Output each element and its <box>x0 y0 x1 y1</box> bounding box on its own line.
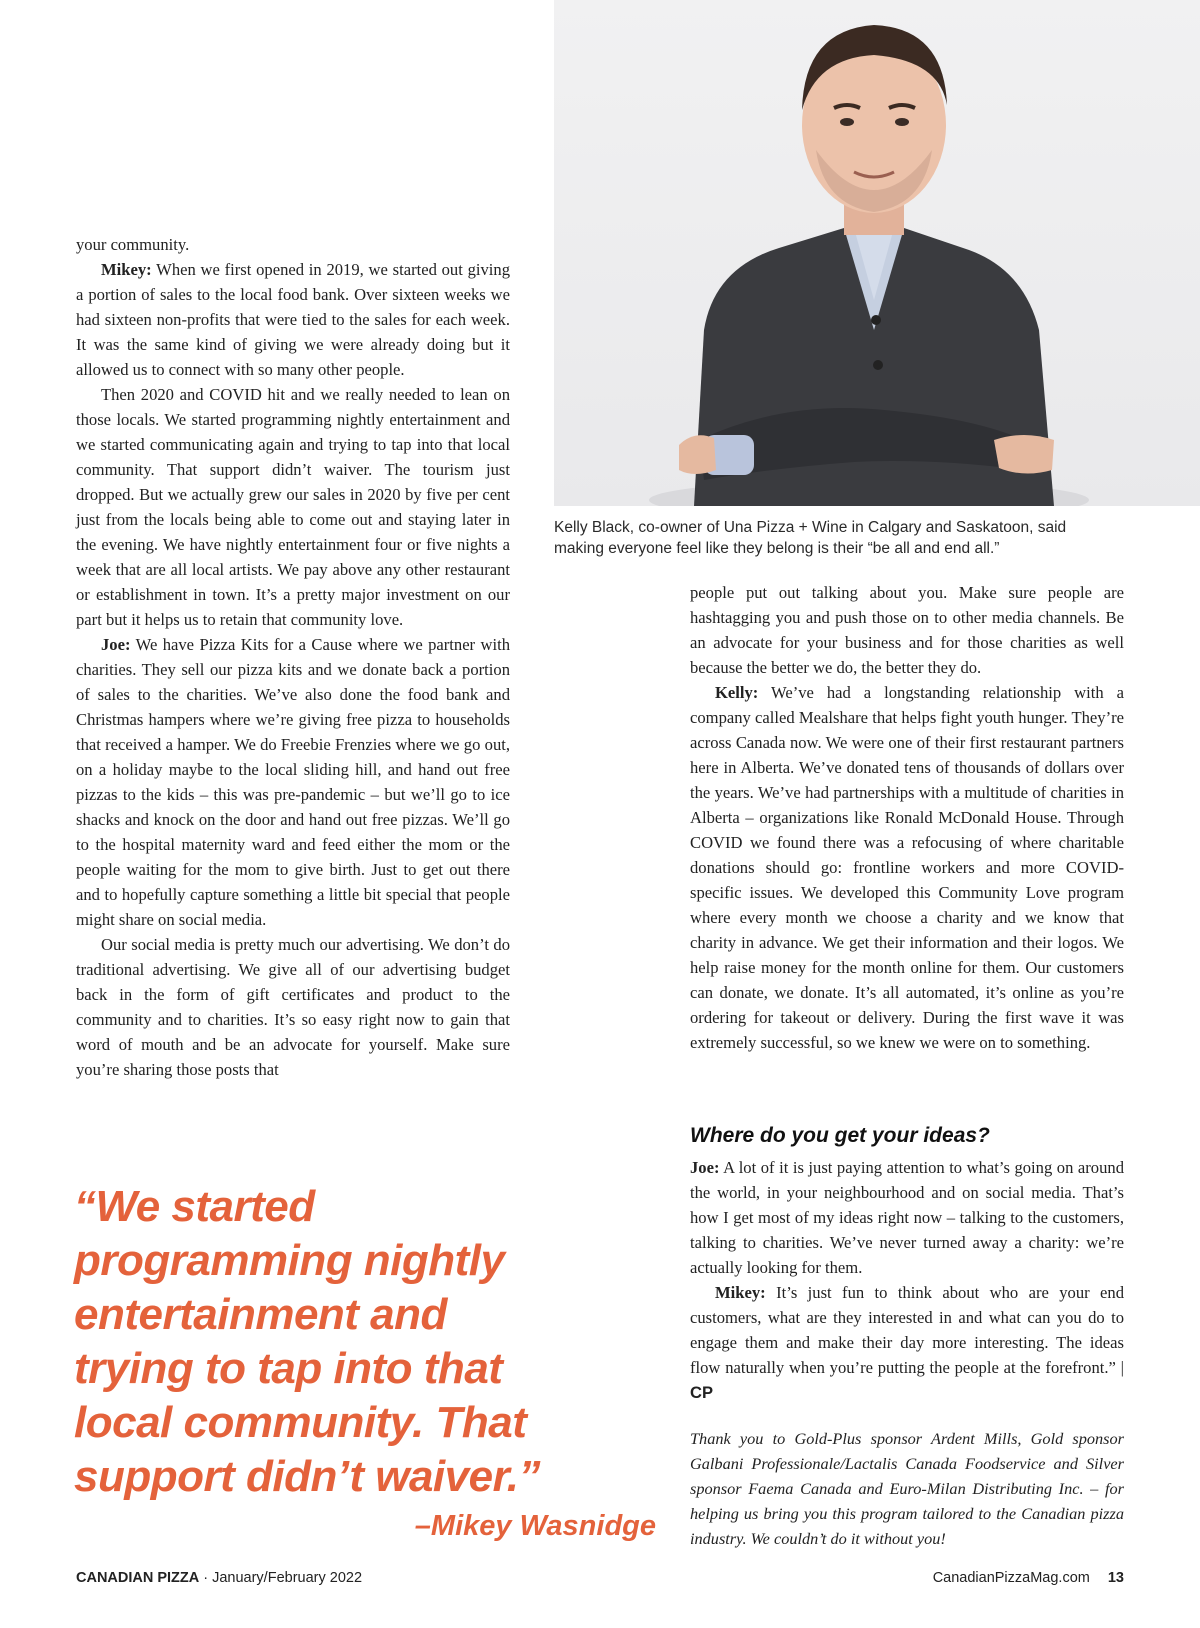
paragraph <box>76 382 510 632</box>
paragraph <box>690 1155 1124 1280</box>
speaker-label: Mikey: <box>101 260 152 279</box>
article-column-right-answers <box>690 1155 1124 1405</box>
paragraph <box>690 680 1124 1055</box>
issue-date: January/February 2022 <box>212 1570 363 1586</box>
photo-caption <box>554 517 1154 559</box>
pull-quote-line: trying to tap into that <box>74 1344 503 1393</box>
paragraph <box>76 257 510 382</box>
paragraph <box>76 932 510 1082</box>
pull-quote <box>74 1180 674 1504</box>
magazine-name: CANADIAN PIZZA <box>76 1570 200 1586</box>
page-number: 13 <box>1107 1570 1124 1586</box>
paragraph <box>690 580 1124 680</box>
caption-line: making everyone feel like they belong is their “be all and end all.” <box>554 540 1000 557</box>
article-column-left <box>76 232 510 1082</box>
paragraph-text: Then 2020 and COVID hit and we really needed to lean on those locals. We started programming nightly entertainment and we started communicating again and trying to tap into that local community. That support didn’t waiver. The tourism just dropped. But we actually grew our sales in 2020 by five per cent just from the locals being able to come out and staying later in the evening. We have nightly entertainment four or five nights a week that are all local artists. We pay above any other restaurant or establishment in town. It’s a pretty major investment on our part but it helps us to retain that community love. <box>76 385 510 629</box>
paragraph <box>76 232 510 257</box>
footer-right <box>933 1570 1124 1586</box>
paragraph <box>690 1280 1124 1405</box>
speaker-label: Kelly: <box>715 683 759 702</box>
sponsor-thanks: Thank you to Gold-Plus sponsor Ardent Mills, Gold sponsor Galbani Professionale/Lactalis Canada Foodservice and Silver sponsor Faema Canada and Euro-Milan Distributing Inc. – for helping us bring you this program tailored to the Canadian pizza industry. We couldn’t do it without you! <box>690 1429 1124 1548</box>
paragraph-text: We’ve had a longstanding relationship with a company called Mealshare that helps fight youth hunger. They’re across Canada now. We were one of their first restaurant partners here in Alberta. We’ve donated tens of thousands of dollars over the years. We’ve had partnerships with a multitude of charities in Alberta – organizations like Ronald McDonald House. Through COVID we found there was a refocusing of where charitable donations should go: frontline workers and more COVID-specific issues. We developed this Community Love program where every month we choose a charity and we know that charity in advance. We get their information and their logos. We help raise money for the month online for them. Our customers can donate, we donate. It’s all automated, it’s online as you’re ordering for takeout or delivery. During the first wave it was extremely successful, so we knew we were on to something. <box>690 683 1124 1052</box>
paragraph-text: people put out talking about you. Make sure people are hashtagging you and push those on to other media channels. Be an advocate for your business and for those charities as well because the better we do, the better they do. <box>690 583 1124 677</box>
speaker-label: Joe: <box>101 635 131 654</box>
pull-quote-line: “We started <box>74 1182 315 1231</box>
pull-quote-line: support didn’t waiver.” <box>74 1452 541 1501</box>
portrait-illustration <box>554 0 1200 506</box>
paragraph-text: A lot of it is just paying attention to what’s going on around the world, in your neighbourhood and on social media. That’s how I get most of my ideas right now – talking to the customers, talking to charities. We’ve never turned away a charity: we’re actually looking for them. <box>690 1158 1124 1277</box>
end-mark: CP <box>690 1383 714 1402</box>
paragraph <box>76 632 510 932</box>
paragraph-text: It’s just fun to think about who are your end customers, what are they interested in and what can you do to engage them and make their day more interesting. The ideas flow naturally when you’re putting the people at the forefront.” | <box>690 1283 1124 1377</box>
pull-quote-line: local community. That <box>74 1398 527 1447</box>
pull-quote-attribution: –Mikey Wasnidge <box>414 1510 656 1542</box>
footer-left <box>76 1570 362 1586</box>
pull-quote-line: entertainment and <box>74 1290 447 1339</box>
article-column-right <box>690 580 1124 1055</box>
pull-quote-line: programming nightly <box>74 1236 505 1285</box>
speaker-label: Joe: <box>690 1158 720 1177</box>
section-heading: Where do you get your ideas? <box>690 1124 990 1147</box>
paragraph-text: We have Pizza Kits for a Cause where we partner with charities. They sell our pizza kits and we donate back a portion of sales to the charities. We’ve also done the food bank and Christmas hampers where we’re giving free pizza to households that received a hamper. We do Freebie Frenzies where we go out, on a holiday maybe to the local sliding hill, and hand out free pizzas to the kids – this was pre-pandemic – but we’ll go to ice shacks and knock on the door and hand out free pizzas. We’ll go to the hospital maternity ward and feed either the mom or the people waiting for the mom to give birth. Just to get out there and to hopefully capture something a little bit special that people might share on social media. <box>76 635 510 929</box>
portrait-photo <box>554 0 1200 506</box>
website-link[interactable]: CanadianPizzaMag.com <box>932 1570 1090 1586</box>
paragraph-text: your community. <box>76 235 190 254</box>
paragraph-text: Our social media is pretty much our advertising. We don’t do traditional advertising. We give all of our advertising budget back in the form of gift certificates and product to the community and to charities. It’s so easy right now to gain that word of mouth and be an advocate for yourself. Make sure you’re sharing those posts that <box>76 935 510 1079</box>
speaker-label: Mikey: <box>715 1283 766 1302</box>
paragraph-text: When we first opened in 2019, we started out giving a portion of sales to the local food bank. Over sixteen weeks we had sixteen non-profits that were tied to the sales for each week. It was the same kind of giving we were already doing but it allowed us to connect with so many other people. <box>76 260 510 379</box>
footer-separator: · <box>203 1570 209 1586</box>
caption-line: Kelly Black, co-owner of Una Pizza + Wine in Calgary and Saskatoon, said <box>554 519 1067 536</box>
